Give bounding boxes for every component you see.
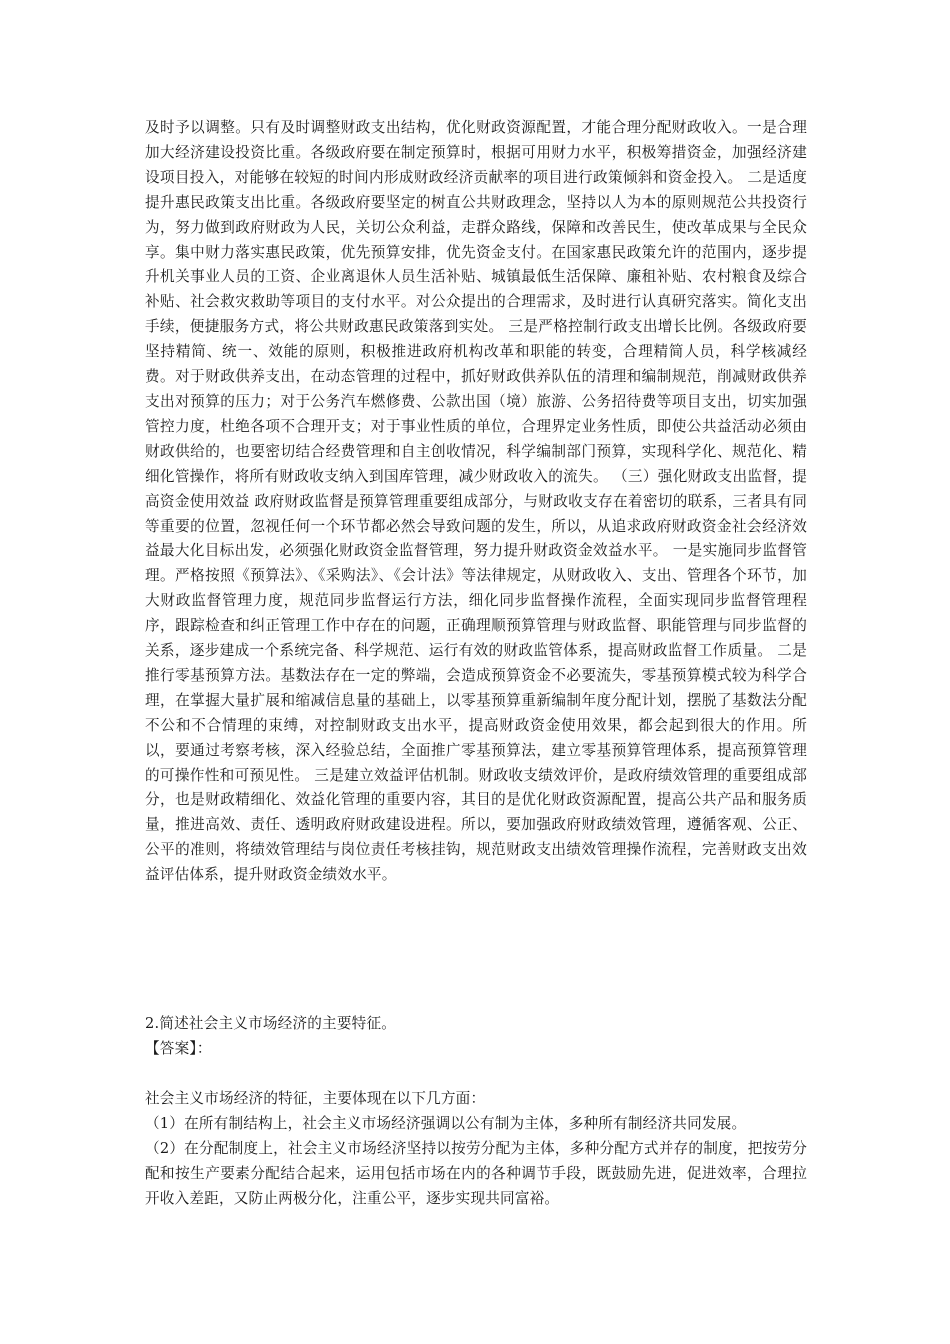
answer-label: 【答案】：	[145, 1040, 212, 1057]
answer-item-2: （2）在分配制度上，社会主义市场经济坚持以按劳分配为主体，多种分配方式并存的制度，把按劳分配和按生产要素分配结合起来，运用包括市场在内的各种调节手段，既鼓励先进，促进效率，合理拉开收入差距，又防止两极分化，注重公平，逐步实现共同富裕。	[145, 1140, 807, 1207]
body-paragraph: 及时予以调整。只有及时调整财政支出结构，优化财政资源配置，才能合理分配财政收入。一是合理加大经济建设投资比重。各级政府要在制定预算时，根据可用财力水平，积极筹措资金，加强经济建设项目投入，对能够在较短的时间内形成财政经济贡献率的项目进行政策倾斜和资金投入。 二是适度提升惠民政策支出比重。各级政府要坚定的树直公共财政理念，坚持以人为本的原则规范公共投资行为，努力做到政府财政为人民，关切公众利益，走群众路线，保障和改善民生，使改革成果与全民众享。集中财力落实惠民政策，优先预算安排，优先资金支付。在国家惠民政策允许的范围内，逐步提升机关事业人员的工资、企业离退休人员生活补贴、城镇最低生活保障、廉租补贴、农村粮食及综合补贴、社会救灾救助等项目的支付水平。对公众提出的合理需求，及时进行认真研究落实。简化支出手续，便捷服务方式，将公共财政惠民政策落到实处。 三是严格控制行政支出增长比例。各级政府要坚持精简、统一、效能的原则，积极推进政府机构改革和职能的转变，合理精简人员，科学核减经费。对于财政供养支出，在动态管理的过程中，抓好财政供养队伍的清理和编制规范，削减财政供养支出对预算的压力；对于公务汽车燃修费、公款出国（境）旅游、公务招待费等项目支出，切实加强管控力度，杜绝各项不合理开支；对于事业性质的单位，合理界定业务性质，即使公共益活动必须由财政供给的，也要密切结合经费管理和自主创收情况，科学编制部门预算，实现科学化、规范化、精细化管操作，将所有财政收支纳入到国库管理，减少财政收入的流失。 （三）强化财政支出监督，提高资金使用效益 政府财政监督是预算管理重要组成部分，与财政收支存在着密切的联系，三者具有同等重要的位置，忽视任何一个环节都必然会导致问题的发生，所以，从追求政府财政资金社会经济效益最大化目标出发，必须强化财政资金监督管理，努力提升财政资金效益水平。 一是实施同步监督管理。严格按照《预算法》、《采购法》、《会计法》等法律规定，从财政收入、支出、管理各个环节，加大财政监督管理力度，规范同步监督运行方法，细化同步监督操作流程，全面实现同步监督管理程序，跟踪检查和纠正管理工作中存在的问题，正确理顺预算管理与财政监督、职能管理与同步监督的关系，逐步建成一个系统完备、科学规范、运行有效的财政监管体系，提高财政监督工作质量。 二是推行零基预算方法。基数法存在一定的弊端，会造成预算资金不必要流失，零基预算模式较为科学合理，在掌握大量扩展和缩减信息量的基础上，以零基预算重新编制年度分配计划，摆脱了基数法分配不公和不合情理的束缚，对控制财政支出水平，提高财政资金使用效果，都会起到很大的作用。所以，要通过考察考核，深入经验总结，全面推广零基预算法，建立零基预算管理体系，提高预算管理的可操作性和可预见性。 三是建立效益评估机制。财政收支绩效评价，是政府绩效管理的重要组成部分，也是财政精细化、效益化管理的重要内容，其目的是优化财政资源配置，提高公共产品和服务质量，推进高效、责任、透明政府财政建设进程。所以，要加强政府财政绩效管理，遵循客观、公正、公平的准则，将绩效管理结与岗位责任考核挂钩，规范财政支出绩效管理操作流程，完善财政支出效益评估体系，提升财政资金绩效水平。	[145, 119, 807, 884]
answer-intro: 社会主义市场经济的特征，主要体现在以下几方面：	[145, 1090, 486, 1107]
answer-item-1: （1）在所有制结构上，社会主义市场经济强调以公有制为主体，多种所有制经济共同发展。	[145, 1115, 747, 1132]
question-title: 2.简述社会主义市场经济的主要特征。	[145, 1015, 397, 1032]
